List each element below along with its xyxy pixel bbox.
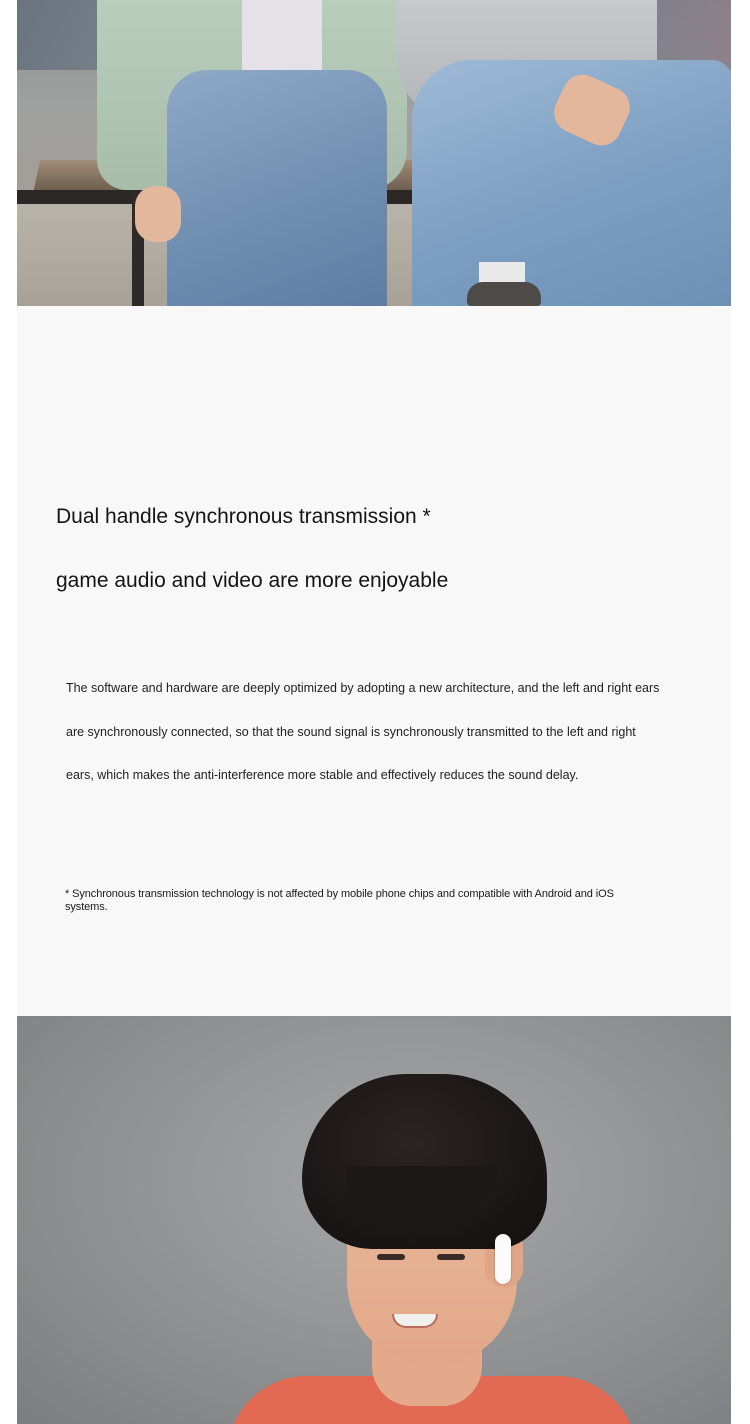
left-person-jeans	[167, 70, 387, 306]
hand	[135, 186, 181, 242]
feature-description-line-2: are synchronously connected, so that the sound signal is synchronously transmitted to the left and right	[66, 725, 636, 739]
bottom-product-photo	[17, 1016, 731, 1424]
feature-text-section	[17, 306, 731, 1016]
feature-headline-line-2: game audio and video are more enjoyable	[56, 569, 449, 592]
feature-footnote: * Synchronous transmission technology is not affected by mobile phone chips and compatible with Android and iOS systems.	[65, 888, 614, 913]
feature-description-line-3: ears, which makes the anti-interference more stable and effectively reduces the sound delay.	[66, 768, 579, 782]
sneaker	[467, 282, 541, 306]
eye	[377, 1254, 405, 1260]
feature-description-line-1: The software and hardware are deeply optimized by adopting a new architecture, and the left and right ears	[66, 681, 660, 695]
wireless-earbud	[495, 1234, 511, 1284]
white-shirt	[242, 0, 322, 70]
feature-headline-line-1: Dual handle synchronous transmission *	[56, 505, 431, 528]
top-lifestyle-photo	[17, 0, 731, 306]
smile	[392, 1314, 438, 1328]
hair	[302, 1074, 547, 1249]
eye	[437, 1254, 465, 1260]
